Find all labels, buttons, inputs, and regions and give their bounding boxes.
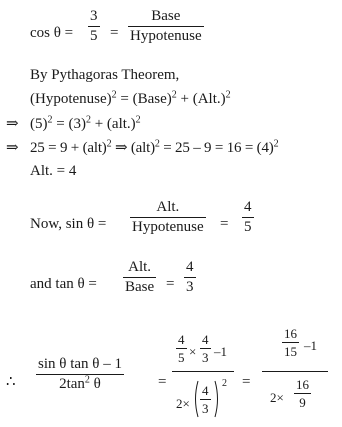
fraction-denominator: 15: [284, 344, 297, 359]
exponent: 2: [106, 138, 112, 150]
term-hypotenuse: (Hypotenuse): [30, 91, 112, 107]
equals-sign: =: [220, 216, 229, 232]
fraction-denominator: 5: [244, 219, 252, 235]
equation-part: 25 = 9 + (alt): [30, 140, 107, 156]
sin-theta-lhs: Now, sin θ =: [30, 216, 107, 232]
term-3: = (3): [52, 116, 86, 132]
alt-result: Alt. = 4: [30, 163, 77, 179]
equals-sign: =: [158, 374, 167, 390]
term-base: = (Base): [116, 91, 172, 107]
fraction-denominator: 3: [202, 401, 209, 416]
fraction-numerator: Base: [151, 8, 181, 24]
fraction-numerator: 16: [284, 326, 297, 341]
tan-theta-lhs: and tan θ =: [30, 276, 97, 292]
term-5: (5): [30, 116, 48, 132]
fraction-numerator: 4: [202, 332, 209, 347]
middle-den-fraction-4-3: [200, 384, 211, 415]
sin-fraction-4-5: [242, 200, 254, 235]
equation-part: ⇒ (alt): [111, 140, 155, 156]
right-paren-icon: [213, 379, 221, 419]
fraction-numerator: Alt.: [156, 199, 180, 215]
tan-fraction-alt-base: [123, 260, 156, 295]
exponent: 2: [222, 378, 227, 389]
equals-sign: =: [242, 374, 251, 390]
exponent: 2: [84, 374, 90, 386]
two-times: 2×: [270, 390, 284, 405]
exponent: 2: [111, 89, 117, 101]
fraction-numerator: 4: [178, 332, 185, 347]
middle-fraction-4-5: [176, 333, 187, 364]
exponent: 2: [135, 114, 141, 126]
pythagoras-heading: By Pythagoras Theorem,: [30, 67, 180, 83]
fraction-denominator: Hypotenuse: [132, 219, 204, 235]
cos-theta-lhs: cos θ =: [30, 25, 74, 41]
fraction-numerator: sin θ tan θ – 1: [38, 356, 122, 372]
right-den-fraction-16-9: [294, 378, 311, 409]
fraction-numerator: 4: [186, 259, 194, 275]
cos-fraction-base-hyp: [128, 9, 204, 44]
tan-fraction-4-3: [184, 260, 196, 295]
implies-arrow: ⇒: [6, 116, 19, 132]
fraction-numerator: 3: [90, 8, 98, 24]
fraction-denominator: Hypotenuse: [130, 28, 202, 44]
fraction-denominator: [57, 375, 103, 392]
equals-sign: =: [166, 276, 175, 292]
exponent: 2: [47, 114, 53, 126]
fraction-denominator: 3: [202, 350, 209, 365]
solve-alt-line: [30, 138, 279, 156]
denominator-text: 2tan: [59, 376, 85, 392]
exponent: 2: [85, 114, 91, 126]
fraction-denominator: 5: [90, 28, 98, 44]
middle-fraction-4-3: [200, 333, 211, 364]
times-sign: ×: [189, 344, 197, 359]
lhs-expression-fraction: [36, 357, 124, 392]
pythagoras-formula: [30, 89, 231, 107]
fraction-denominator: 3: [186, 279, 194, 295]
exponent: 2: [171, 89, 177, 101]
implies-arrow: ⇒: [6, 140, 19, 156]
middle-main-fraction-bar: [172, 371, 234, 372]
fraction-numerator: 16: [296, 377, 309, 392]
right-main-fraction-bar: [262, 371, 328, 372]
fraction-denominator: 5: [178, 350, 185, 365]
term-alt: + (alt.): [90, 116, 136, 132]
equation-part: = 25 – 9 = 16 = (4): [159, 140, 274, 156]
sin-fraction-alt-hyp: [130, 200, 206, 235]
right-fraction-16-15: [282, 327, 299, 358]
two-times: 2×: [176, 396, 190, 411]
substitution-line: [30, 114, 141, 132]
exponent: 2: [225, 89, 231, 101]
equals-sign: =: [110, 25, 119, 41]
exponent: 2: [154, 138, 160, 150]
cos-fraction-3-5: [88, 9, 100, 44]
fraction-denominator: 9: [299, 395, 306, 410]
minus-one: –1: [304, 338, 317, 353]
minus-one: –1: [214, 344, 227, 359]
left-paren-icon: [192, 379, 200, 419]
fraction-numerator: Alt.: [128, 259, 152, 275]
fraction-denominator: Base: [125, 279, 155, 295]
therefore-symbol: ∴: [6, 374, 16, 390]
fraction-numerator: 4: [244, 199, 252, 215]
term-alt: + (Alt.): [176, 91, 226, 107]
fraction-numerator: 4: [202, 383, 209, 398]
exponent: 2: [273, 138, 279, 150]
denominator-text: θ: [89, 376, 101, 392]
